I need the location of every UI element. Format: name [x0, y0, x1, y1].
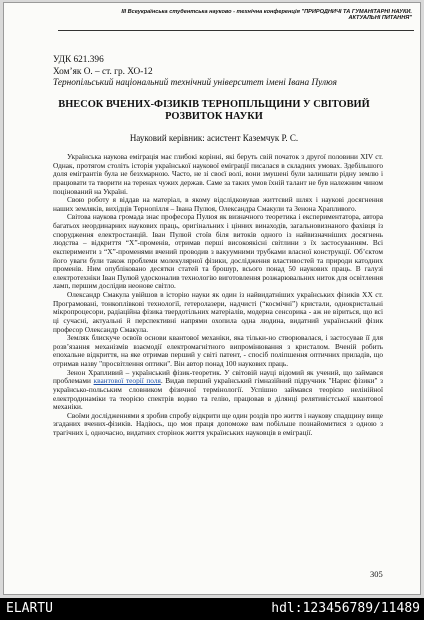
article-title-line-2: РОЗВИТОК НАУКИ [165, 111, 263, 123]
affiliation: Тернопільський національний технічний університет імені Івана Пулюя [53, 78, 337, 88]
article-title-line-1: ВНЕСОК ВЧЕНИХ-ФІЗИКІВ ТЕРНОПІЛЬЩИНИ У СВІТОВИЙ [58, 99, 370, 110]
udc-code: УДК 621.396 [53, 55, 104, 65]
article-body [53, 153, 383, 438]
conference-header [58, 5, 414, 31]
paragraph-3: Світова наукова громада знає професора Пулюя як визначного теоретика і експериментатора, автора багатьох неординарних наукових праць, оригінальних і цінних винаходів, загальновизнаного фахівця із спорудження електростанцій. Іван Пулюй стоїв біля витоків одного із найвизначніших досягнень людства – відкриття “X”-променів, отримав перші високоякісні світлини з їх застосуванням. Всі експерименти з “X”-променями вчений проводив з вакуумними трубками власної конструкції. Об’єктом його уваги були також проблеми молекулярної фізики, дослідження властивостей та природи катодних променів. Ним опубліковано десятки статей та брошур, всього понад 50 наукових праць. В галузі електротехніки Іван Пулюй удосконалив технологію виготовлення розжарювальних ниток для освітлення ламп, першим дослідив неонове світло. [53, 212, 383, 291]
paragraph-6-start: Зенон Храпливий – український фізик-теоретик. У світовій науці відомий як учений, що займався проблемами [53, 367, 383, 386]
paragraph-2: Свою роботу я віддав на матеріал, в якому відслідковував життєвий шлях і наукові досягнення наших земляків, вихідців Тернопілля – Івана Пулюя, Олександра Смакули та Зенона Храпливого. [53, 195, 383, 213]
handle-identifier: hdl:123456789/11489 [271, 601, 420, 616]
article-meta [53, 55, 383, 90]
scientific-advisor: Науковий керівник: асистент Каземчук Р. С. [129, 133, 299, 143]
page-number: 305 [370, 569, 383, 579]
paragraph-5: Земляк блискуче освоїв основи квантової механіки, яка тільки-но створювалася, і застосував її для розв’язання механізмів взаємодії електромагнітного випромінювання з кристалом. Вченій робить епохальне відкриття, на яке отримав перший у світі патент, - спосіб поліпшення оптичних приладів, що отримав назву "просвітлення оптики". Він автор понад 100 наукових праць. [53, 333, 383, 368]
paragraph-6 [53, 369, 383, 412]
article-title [44, 99, 384, 124]
conference-header-line-1: III Всеукраїнська студентська науково - технічна конференція "ПРИРОДНИЧІ ТА ГУМАНІТАРНІ НАУКИ. [121, 9, 412, 15]
conference-header-line-2: АКТУАЛЬНІ ПИТАННЯ" [348, 15, 412, 22]
paragraph-1: Українська наукова еміграція має глибокі корінні, які беруть свій початок з другої половини XIV ст. Однак, протягом століть історія української наукової еміграції писалася в складних умовах. Здебільшого доля емігрантів була не безхмарною. Часто, не зі своєї волі, вони змушені були залишати рідну землю і працювати та творити на теренах чужих держав. Саме за таких умов їхній талант не був належним чином поцінований на Україні. [53, 152, 383, 196]
repository-footer [0, 598, 424, 620]
document-page [3, 2, 421, 595]
paragraph-6-end: . Видав перший український гімназійний підручник "Нарис фізики" з українсько-польським словником фізичної термінології. Успішно займався теорією нелінійної електродинаміки та теорією спектрів водню та гелію, працював в ділянці релятивістської квантової механіки. [53, 376, 383, 412]
quantum-field-theory-link[interactable]: квантової теорії поля [93, 376, 161, 386]
paragraph-7: Своїми дослідженнями я зробив спробу відкрити ще один роздів про життя і наукову спадщину вище згаданих вчених-фізиків. Надіюсь, що моя праця допоможе вам побільше познайомитися з одною з трагічних і, одночасно, видатних сторінок життя українських науковців в еміграції. [53, 410, 383, 437]
author-line: Хом’як О. – ст. гр. ХО-12 [53, 66, 153, 77]
paragraph-4: Олександр Смакула увійшов в історію науки як один із найвидатніших українських фізиків XX ст. Програмовані, тонкоплівкові технології, гетеролазери, надчисті (“космічні”) кристали, однокристальні мікропроцесори, радіаційна фізика твердотільних матеріалів, модерна сенсорика - аж не віриться, що всі ці сучасні, актуальні й перспективні напрями охопила одна людина, видатний український фізик професор Олександр Смакула. [53, 290, 383, 334]
repository-name: ELARTU [6, 601, 53, 616]
